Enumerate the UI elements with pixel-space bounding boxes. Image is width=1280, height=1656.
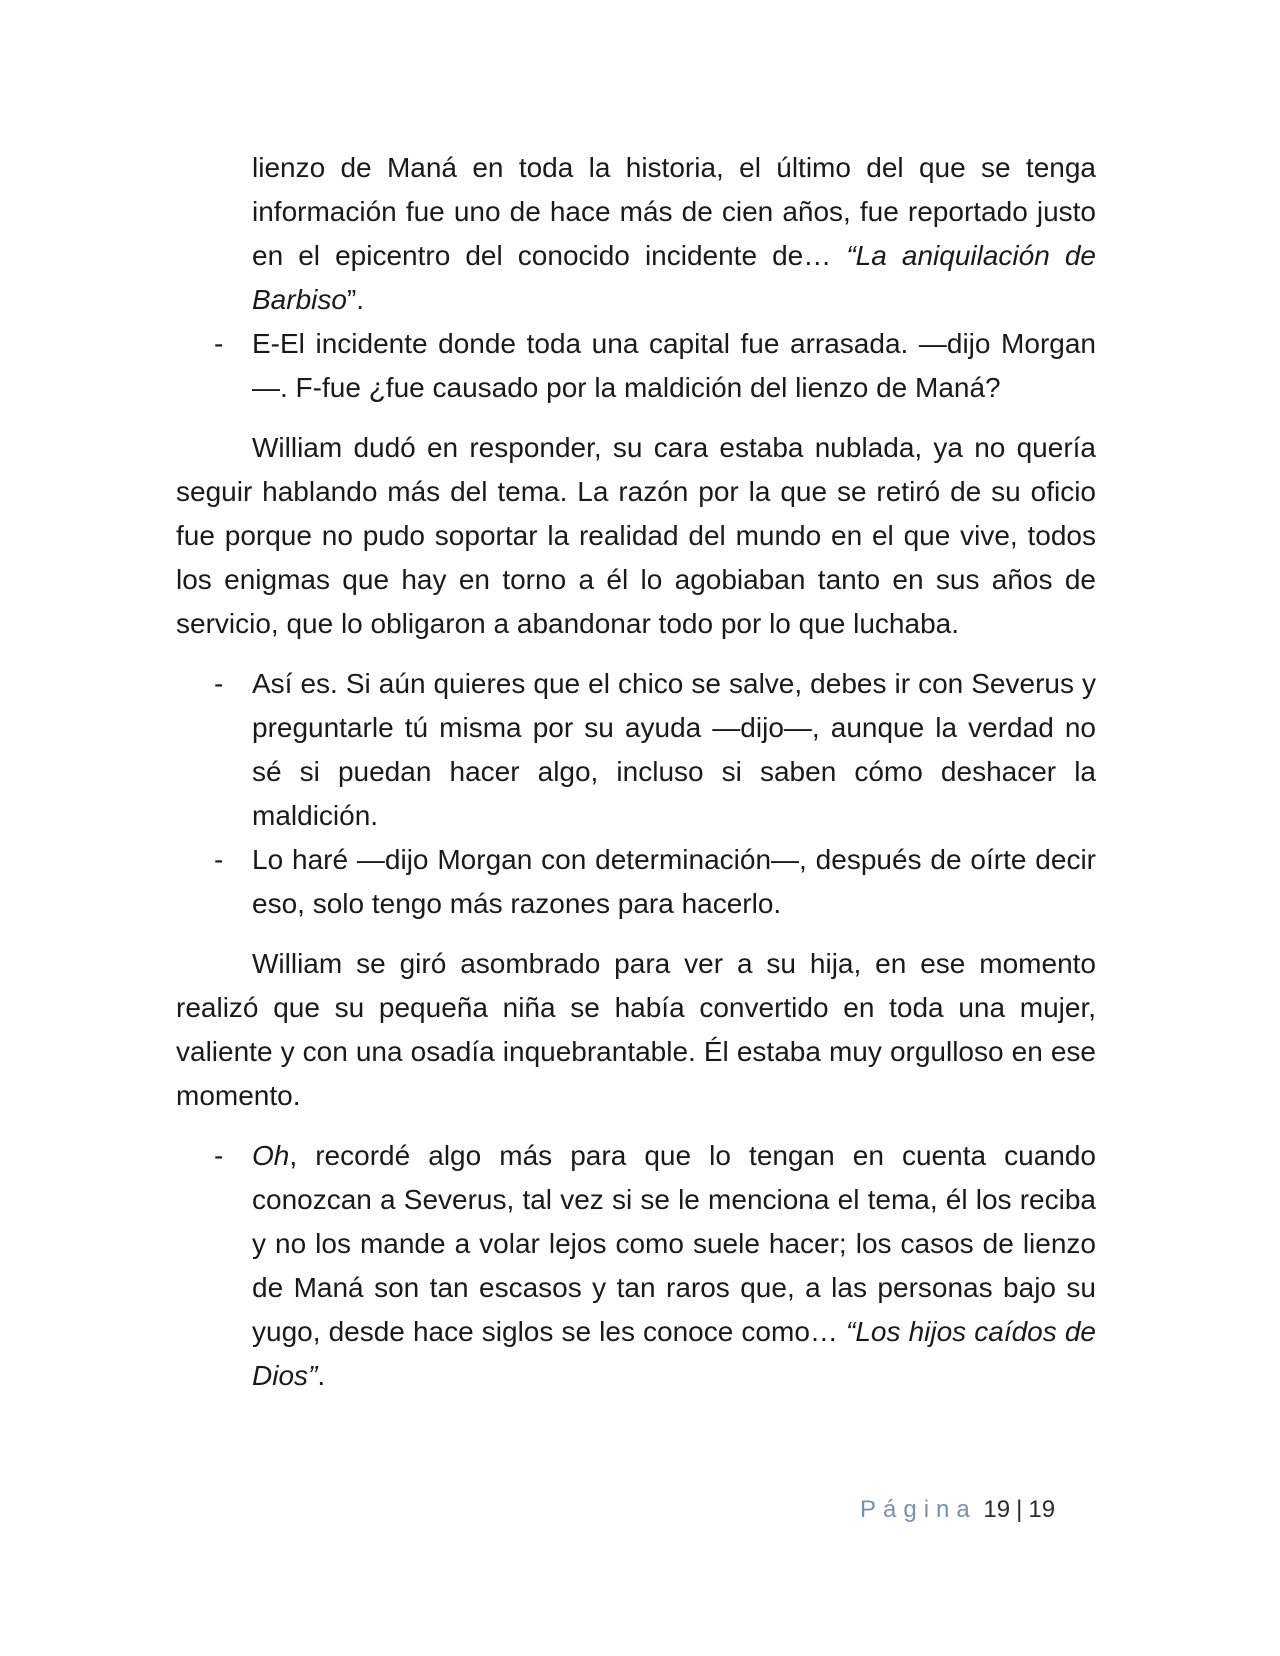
italic-word: Oh <box>252 1140 290 1171</box>
dialogue-item: - Así es. Si aún quieres que el chico se salve, debes ir con Severus y preguntarle tú misma por su ayuda —dijo—, aunque la verdad no sé si puedan hacer algo, incluso si saben cómo deshacer la maldición. <box>176 662 1096 838</box>
paragraph: William dudó en responder, su cara estaba nublada, ya no quería seguir hablando más del tema. La razón por la que se retiró de su oficio fue porque no pudo soportar la realidad del mundo en el que vive, todos los enigmas que hay en torno a él lo agobiaban tanto en sus años de servicio, que lo obligaron a abandonar todo por lo que luchaba. <box>176 432 1096 639</box>
dialogue-list <box>176 322 1096 410</box>
italic-title: “Los hijos caídos de Dios” <box>252 1316 1096 1391</box>
dash-bullet: - <box>214 328 224 359</box>
dialogue-item: - Lo haré —dijo Morgan con determinación—, después de oírte decir eso, solo tengo más razones para hacerlo. <box>176 838 1096 926</box>
page-total: 19 <box>1028 1496 1056 1523</box>
body-text <box>176 146 1096 1414</box>
page-label: Página <box>860 1496 977 1523</box>
page-footer <box>860 1496 1080 1524</box>
dialogue-item: - Oh, recordé algo más para que lo tengan en cuenta cuando conozcan a Severus, tal vez si se le menciona el tema, él los reciba y no los mande a volar lejos como suele hacer; los casos de lienzo de Maná son tan escasos y tan raros que, a las personas bajo su yugo, desde hace siglos se les conoce como… “Los hijos caídos de Dios”. <box>176 1134 1096 1398</box>
dash-bullet: - <box>214 668 224 699</box>
dialogue-list <box>176 1134 1096 1398</box>
continued-dialogue: lienzo de Maná en toda la historia, el último del que se tenga información fue uno de hace más de cien años, fue reportado justo en el epicentro del conocido incidente de… “La aniquilación de Barbiso”. <box>252 152 1096 315</box>
dialogue-item: - E-El incidente donde toda una capital fue arrasada. —dijo Morgan—. F-fue ¿fue causado por la maldición del lienzo de Maná? <box>176 322 1096 410</box>
paragraph: William se giró asombrado para ver a su hija, en ese momento realizó que su pequeña niña se había convertido en toda una mujer, valiente y con una osadía inquebrantable. Él estaba muy orgulloso en ese momento. <box>176 948 1096 1111</box>
page-number: 19 <box>983 1496 1011 1523</box>
dash-bullet: - <box>214 844 224 875</box>
dash-bullet: - <box>214 1140 224 1171</box>
dialogue-list <box>176 662 1096 926</box>
italic-title: “La aniquilación de Barbiso <box>252 240 1096 315</box>
page-separator: | <box>1016 1496 1023 1523</box>
